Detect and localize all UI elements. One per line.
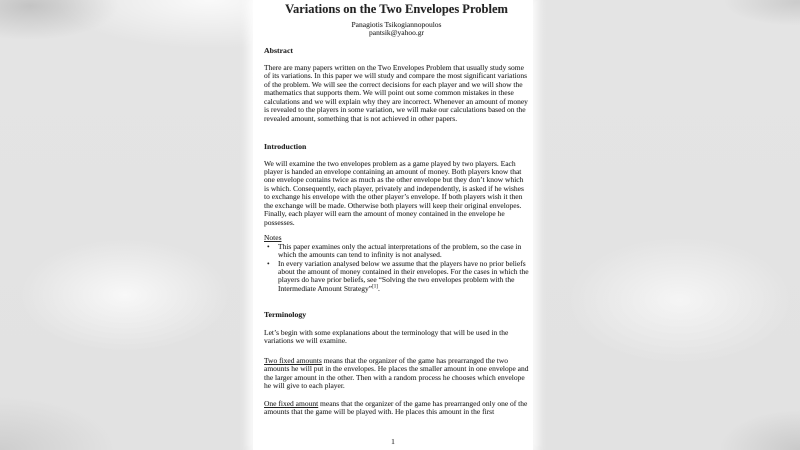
notes-bullet-1-text: This paper examines only the actual interpretations of the problem, so the case in which the amounts can tend to infinity is not analysed. — [278, 241, 522, 260]
introduction-heading: Introduction — [264, 142, 307, 152]
two-fixed-amounts-paragraph: Two fixed amounts means that the organizer of the game has prearranged the two amounts he will put in the envelopes. He places the smaller amount in one envelope and the larger amount in the other. Then with a random process he chooses which envelope he will give to each player. — [264, 355, 529, 391]
paper-page — [253, 0, 533, 450]
author-name: Panagiotis Tsikogiannopoulos — [351, 20, 442, 29]
abstract-heading: Abstract — [264, 46, 294, 56]
terminology-heading: Terminology — [264, 310, 307, 320]
bullet-icon: • — [267, 258, 270, 268]
two-fixed-amounts-term: Two fixed amounts — [264, 355, 322, 365]
notes-bullet-2-text: In every variation analysed below we assume that the players have no prior beliefs about the amount of money contained in their envelopes. For the cases in which the players do have prior beliefs, see “Solving the two envelopes problem with the Intermediate Amount Strategy”[1]. — [278, 258, 529, 293]
notes-bullet-1 — [264, 243, 529, 260]
page-number: 1 — [391, 437, 395, 446]
bullet-icon: • — [267, 241, 270, 251]
citation-reference: [1] — [372, 284, 378, 290]
one-fixed-amount-term: One fixed amount — [264, 398, 319, 408]
author-email: pantsik@yahoo.gr — [368, 28, 425, 38]
notes-bullet-2 — [264, 260, 529, 294]
terminology-intro-paragraph: Let’s begin with some explanations about the terminology that will be used in the variations we will examine. — [264, 327, 509, 346]
one-fixed-amount-paragraph: One fixed amount means that the organizer of the game has prearranged only one of the amounts that the game will be played with. He places this amount in the first — [264, 398, 528, 417]
paper-title: Variations on the Two Envelopes Problem — [285, 2, 508, 16]
author-block — [264, 21, 529, 37]
abstract-paragraph: There are many papers written on the Two Envelopes Problem that usually study some of its variations. In this paper we will study and compare the most significant variations of the problem. We will see the correct decisions for each player and we will show the mathematics that supports them. We will point out some common mistakes in these calculations and we will explain why they are incorrect. Whenever an amount of money is revealed to the players in some variation, we will make our calculations based on the revealed amount, something that is not achieved in other papers. — [264, 62, 528, 123]
notes-heading: Notes — [264, 233, 282, 243]
introduction-paragraph: We will examine the two envelopes problem as a game played by two players. Each player is handed an envelope containing an amount of money. Both players know that one envelope contains twice as much as the other envelope but they don’t know which is which. Consequently, each player, privately and independently, is asked if he wishes to exchange his envelope with the other player’s envelope. If both players wish it then the exchange will be made. Otherwise both players will keep their original envelopes. Finally, each player will earn the amount of money contained in the envelope he possesses. — [264, 158, 524, 227]
